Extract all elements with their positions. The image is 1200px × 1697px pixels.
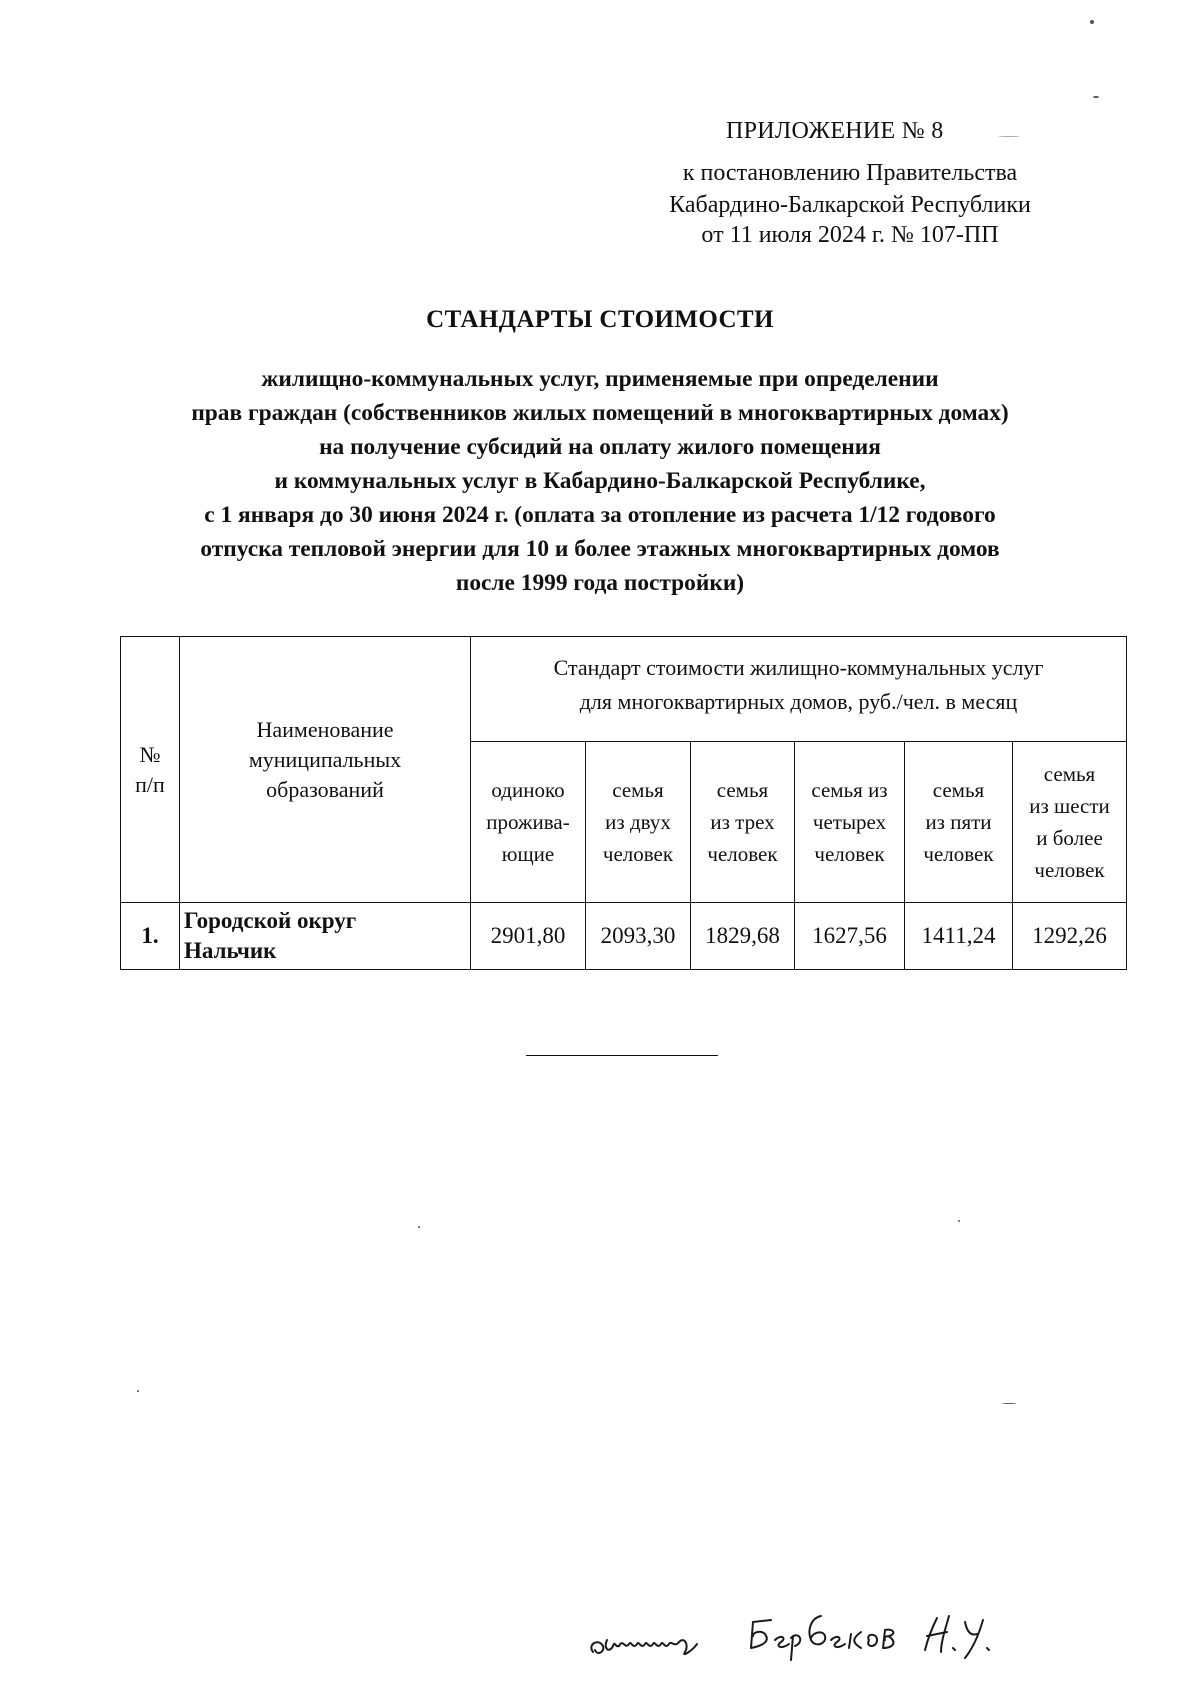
subheader-cell: [795, 742, 905, 903]
value-cell: 1292,26: [1013, 903, 1127, 970]
value-cell: 1627,56: [795, 903, 905, 970]
row-municipality: [180, 903, 471, 970]
appendix-line: к постановлению Правительства: [682, 160, 1018, 186]
header-cost-standard-text: Стандарт стоимости жилищно-коммунальных услуг для многоквартирных домов, руб./чел. в месяц: [553, 655, 1044, 714]
scan-speck: [1093, 96, 1099, 98]
document-title: СТАНДАРТЫ СТОИМОСТИ: [426, 306, 774, 333]
subheader-text: семья из шести и более человек: [1029, 762, 1110, 882]
subheader-cell: [471, 742, 586, 903]
header-number: [121, 637, 180, 903]
appendix-title: ПРИЛОЖЕНИЕ № 8: [726, 118, 944, 144]
document-subtitle: [100, 362, 1100, 600]
scan-speck: [137, 1390, 139, 1392]
scan-speck: [998, 136, 1020, 137]
handwritten-signature: [585, 1600, 1045, 1670]
subtitle-line: отпуска тепловой энергии для 10 и более этажных многоквартирных домов: [200, 536, 1000, 562]
subtitle-line: с 1 января до 30 июня 2024 г. (оплата за отопление из расчета 1/12 годового: [204, 502, 996, 528]
table-header-row: [121, 637, 1127, 742]
subheader-text: семья из трех человек: [707, 778, 778, 866]
subtitle-line: на получение субсидий на оплату жилого помещения: [319, 434, 881, 460]
subtitle-line: после 1999 года постройки): [455, 570, 745, 596]
header-cost-standard: [471, 637, 1127, 742]
value-cell: 2093,30: [586, 903, 691, 970]
appendix-line: Кабардино-Балкарской Республики: [669, 192, 1031, 218]
subheader-cell: [586, 742, 691, 903]
scan-speck: [1002, 1403, 1016, 1404]
value-cell: 1829,68: [691, 903, 795, 970]
header-municipality-text: Наименование муниципальных образований: [248, 716, 402, 802]
standards-table: [120, 636, 1127, 970]
subheader-text: семья из двух человек: [602, 778, 674, 866]
scan-speck: [418, 1226, 420, 1228]
appendix-line: от 11 июля 2024 г. № 107-ПП: [701, 222, 999, 248]
subheader-cell: [1013, 742, 1127, 903]
subheader-cell: [905, 742, 1013, 903]
scan-speck: [1090, 20, 1094, 24]
subtitle-line: прав граждан (собственников жилых помещений в многоквартирных домах): [191, 400, 1009, 426]
value-cell: 2901,80: [471, 903, 586, 970]
subheader-cell: [691, 742, 795, 903]
subheader-text: семья из пяти человек: [923, 778, 994, 866]
row-number: 1.: [121, 903, 180, 970]
subtitle-line: жилищно-коммунальных услуг, применяемые при определении: [261, 366, 939, 392]
header-municipality: [180, 637, 471, 903]
row-municipality-text: Городской округ Нальчик: [184, 908, 357, 963]
header-number-text: № п/п: [135, 741, 165, 797]
end-separator-line: [526, 1055, 718, 1056]
scan-speck: [958, 1220, 960, 1222]
table-row: [121, 903, 1127, 970]
subtitle-line: и коммунальных услуг в Кабардино-Балкарской Республике,: [274, 468, 926, 494]
subheader-text: одиноко прожива- ющие: [486, 778, 570, 866]
subheader-text: семья из четырех человек: [811, 778, 888, 866]
value-cell: 1411,24: [905, 903, 1013, 970]
